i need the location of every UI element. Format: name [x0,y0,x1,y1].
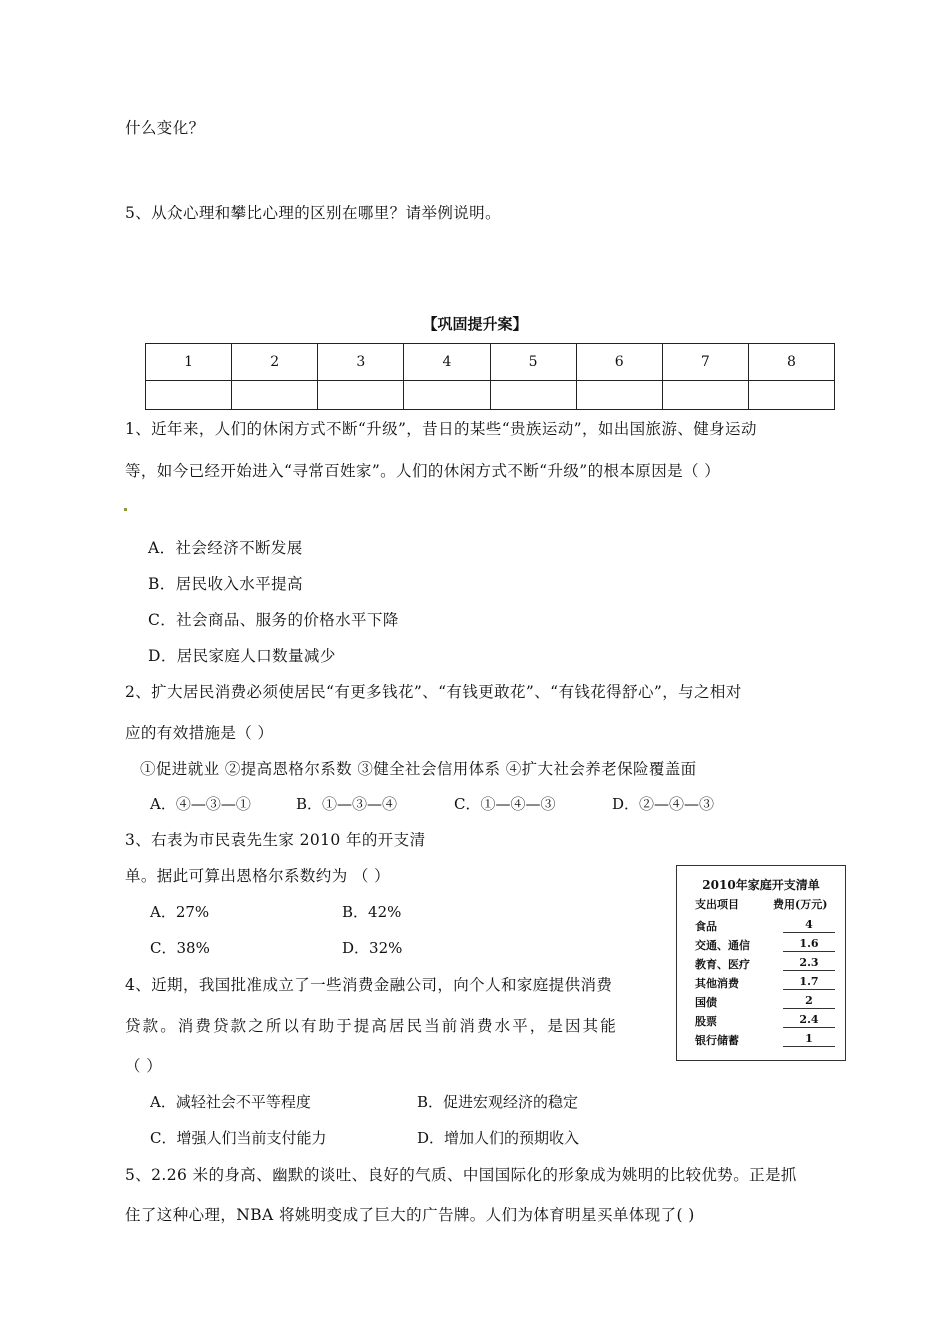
expense-col-cost-header: 费用(万元) [773,898,828,911]
answer-number: 7 [662,344,748,381]
q4-continuation: 什么变化？ [125,119,205,137]
expense-value: 2.4 [783,1013,835,1028]
expense-row [695,956,840,975]
answer-cell[interactable] [576,381,662,410]
expense-value: 1 [783,1032,835,1047]
expense-item: 教育、医疗 [695,958,750,971]
q1-option-c: C．社会商品、服务的价格水平下降 [148,611,399,629]
expense-table [676,865,846,1061]
answer-number: 3 [318,344,404,381]
q4-option-d: D．增加人们的预期收入 [417,1129,580,1147]
q3-option-c: C．38% [150,939,210,957]
answer-cell[interactable] [146,381,232,410]
q3-option-d: D．32% [342,939,403,957]
q4-line3: （ ） [125,1057,163,1075]
q5-line2: 住了这种心理，NBA 将姚明变成了巨大的广告牌。人们为体育明星买单体现了( ) [125,1206,695,1224]
q4-option-c: C．增强人们当前支付能力 [150,1129,327,1147]
answer-cell[interactable] [318,381,404,410]
q4-line1: 4、近期，我国批准成立了一些消费金融公司，向个人和家庭提供消费 [125,976,613,994]
answer-number: 1 [146,344,232,381]
expense-item: 银行储蓄 [695,1034,739,1047]
expense-row [695,994,840,1013]
answer-cell[interactable] [490,381,576,410]
q4-option-a: A．减轻社会不平等程度 [150,1093,311,1111]
answer-number: 2 [232,344,318,381]
answer-cell[interactable] [404,381,490,410]
q3-line1: 3、右表为市民袁先生家 2010 年的开支清 [125,831,426,849]
expense-item: 股票 [695,1015,717,1028]
answer-cell[interactable] [662,381,748,410]
answer-number: 6 [576,344,662,381]
expense-table-title: 2010年家庭开支清单 [702,878,820,892]
q2-option-d: D．②—④—③ [612,795,715,813]
expense-row [695,1032,840,1051]
q1-option-d: D．居民家庭人口数量减少 [148,647,336,665]
expense-item: 其他消费 [695,977,739,990]
expense-row [695,918,840,937]
expense-value: 1.6 [783,937,835,952]
q2-measures: ①促进就业 ②提高恩格尔系数 ③健全社会信用体系 ④扩大社会养老保险覆盖面 [140,760,697,778]
q2-option-c: C．①—④—③ [454,795,556,813]
expense-value: 2.3 [783,956,835,971]
stray-dot [124,508,127,511]
q4-line2: 贷款。消费贷款之所以有助于提高居民当前消费水平，是因其能 [125,1017,618,1035]
q2-line2: 应的有效措施是（ ） [125,724,274,742]
q1-option-a: A．社会经济不断发展 [148,539,303,557]
expense-col-item-header: 支出项目 [695,898,739,911]
section-title: 【巩固提升案】 [422,315,528,333]
expense-value: 1.7 [783,975,835,990]
answer-number: 4 [404,344,490,381]
answer-cell[interactable] [748,381,834,410]
expense-item: 食品 [695,920,717,933]
q1-option-b: B．居民收入水平提高 [148,575,303,593]
q3-option-a: A．27% [150,903,210,921]
answer-number: 5 [490,344,576,381]
expense-item: 交通、通信 [695,939,750,952]
expense-row [695,1013,840,1032]
q3-option-b: B．42% [342,903,402,921]
q3-line2: 单。据此可算出恩格尔系数约为 （ ） [125,867,391,885]
q2-line1: 2、扩大居民消费必须使居民“有更多钱花”、“有钱更敢花”、“有钱花得舒心”，与之相对 [125,683,742,701]
q2-option-b: B．①—③—④ [296,795,398,813]
answer-table-header-row [146,344,835,381]
question-5-open: 5、从众心理和攀比心理的区别在哪里？请举例说明。 [125,204,501,222]
answer-table-blank-row [146,381,835,410]
q1-line2: 等，如今已经开始进入“寻常百姓家”。人们的休闲方式不断“升级”的根本原因是（ ） [125,462,721,480]
q1-line1: 1、近年来，人们的休闲方式不断“升级”，昔日的某些“贵族运动”，如出国旅游、健身运动 [125,420,757,438]
expense-item: 国债 [695,996,717,1009]
q4-option-b: B．促进宏观经济的稳定 [417,1093,579,1111]
expense-row [695,975,840,994]
expense-row [695,937,840,956]
expense-value: 2 [783,994,835,1009]
q2-option-a: A．④—③—① [150,795,251,813]
answer-cell[interactable] [232,381,318,410]
expense-value: 4 [783,918,835,933]
answer-table [145,343,835,410]
q5-line1: 5、2.26 米的身高、幽默的谈吐、良好的气质、中国国际化的形象成为姚明的比较优势。正是抓 [125,1166,797,1184]
answer-number: 8 [748,344,834,381]
